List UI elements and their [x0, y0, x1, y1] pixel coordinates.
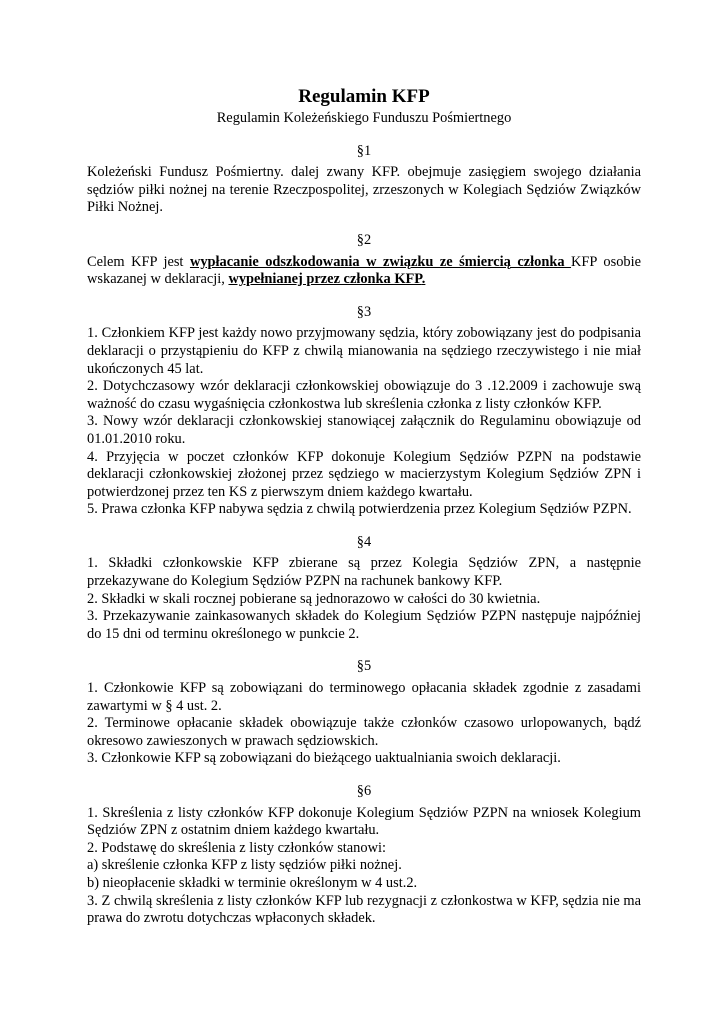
clause: 3. Nowy wzór deklaracji członkowskiej stanowiącej załącznik do Regulaminu obowiązuje od 01.01.2010 roku. [87, 413, 641, 447]
section-heading: §3 [356, 303, 372, 320]
paragraph: Koleżeński Fundusz Pośmiertny. dalej zwany KFP. obejmuje zasięgiem swojego działania sędziów piłki nożnej na terenie Rzeczpospolitej, zrzeszonych w Kolegiach Sędziów Związków Piłki Nożnej. [87, 164, 641, 216]
section-heading: §5 [356, 658, 372, 675]
section-heading: §6 [356, 783, 372, 799]
clause: 2. Podstawę do skreślenia z listy członków stanowi: [87, 839, 386, 856]
document-title: Regulamin KFP [298, 86, 430, 107]
section-4 [87, 534, 641, 644]
clause: 3. Z chwilą skreślenia z listy członków KFP lub rezygnacji z członkostwa w KFP, sędzia nie ma prawa do zwrotu dotychczas wpłaconych składek. [87, 892, 641, 927]
clause: 1. Skreślenia z listy członków KFP dokonuje Kolegium Sędziów PZPN na wniosek Kolegium Sędziów ZPN z ostatnim dniem każdego kwartału. [87, 804, 641, 839]
section-3 [87, 304, 641, 519]
emphasis-underlined: wypełnianej przez członka KFP [228, 271, 422, 288]
section-heading: §1 [356, 142, 372, 159]
clause: 5. Prawa członka KFP nabywa sędzia z chwilą potwierdzenia przez Kolegium Sędziów PZPN. [87, 501, 632, 518]
section-1 [87, 143, 641, 217]
section-heading: §4 [356, 533, 372, 550]
text-run: KFP osobie wskazanej w deklaracji, [87, 253, 641, 288]
clause: 2. Składki w skali rocznej pobierane są jednorazowo w całości do 30 kwietnia. [87, 590, 541, 607]
clause: a) skreślenie członka KFP z listy sędziów piłki nożnej. [87, 857, 402, 874]
clause: 1. Członkowie KFP są zobowiązani do terminowego opłacania składek zgodnie z zasadami zawartymi w § 4 ust. 2. [87, 680, 641, 714]
clause: 2. Terminowe opłacanie składek obowiązuje także członków czasowo urlopowanych, bądź okresowo zawieszonych w prawach sędziowskich. [87, 715, 641, 749]
clause: 1. Składki członkowskie KFP zbierane są przez Kolegia Sędziów ZPN, a następnie przekazywane do Kolegium Sędziów PZPN na rachunek bankowy KFP. [87, 555, 641, 590]
clause: 2. Dotychczasowy wzór deklaracji członkowskiej obowiązuje do 3 .12.2009 i zachowuje swą ważność do czasu wygaśnięcia członkostwa lub skreślenia członka z listy członków KFP. [87, 378, 641, 412]
text-run: Celem KFP jest [87, 253, 190, 270]
emphasis-underlined: wypłacanie odszkodowania w związku ze śmiercią członka [189, 253, 572, 270]
section-5 [87, 658, 641, 768]
clause: 4. Przyjęcia w poczet członków KFP dokonuje Kolegium Sędziów PZPN na podstawie deklaracji członkowskiej złożonej przez sędziego w macierzystym Kolegium Sędziów ZPN i potwierdzonej przez ten KS z pierwszym dniem każdego kwartału. [87, 448, 641, 500]
clause: 1. Członkiem KFP jest każdy nowo przyjmowany sędzia, który zobowiązany jest do podpisania deklaracji o przystąpieniu do KFP z chwilą mianowania na sędziego rzeczywistego i nie miał ukończonych 45 lat. [87, 325, 641, 377]
clause: 3. Członkowie KFP są zobowiązani do bieżącego uaktualniania swoich deklaracji. [87, 750, 561, 767]
section-2 [87, 232, 641, 289]
section-6 [87, 783, 641, 928]
clause: 3. Przekazywanie zainkasowanych składek do Kolegium Sędziów PZPN następuje najpóźniej do 15 dni od terminu określonego w punkcie 2. [87, 608, 641, 642]
clause: b) nieopłacenie składki w terminie określonym w 4 ust.2. [87, 874, 418, 891]
document-subtitle: Regulamin Koleżeńskiego Funduszu Pośmiertnego [216, 110, 512, 126]
text-run: . [421, 271, 426, 288]
section-heading: §2 [356, 231, 372, 248]
paragraph [87, 254, 641, 289]
document-page [87, 86, 641, 928]
